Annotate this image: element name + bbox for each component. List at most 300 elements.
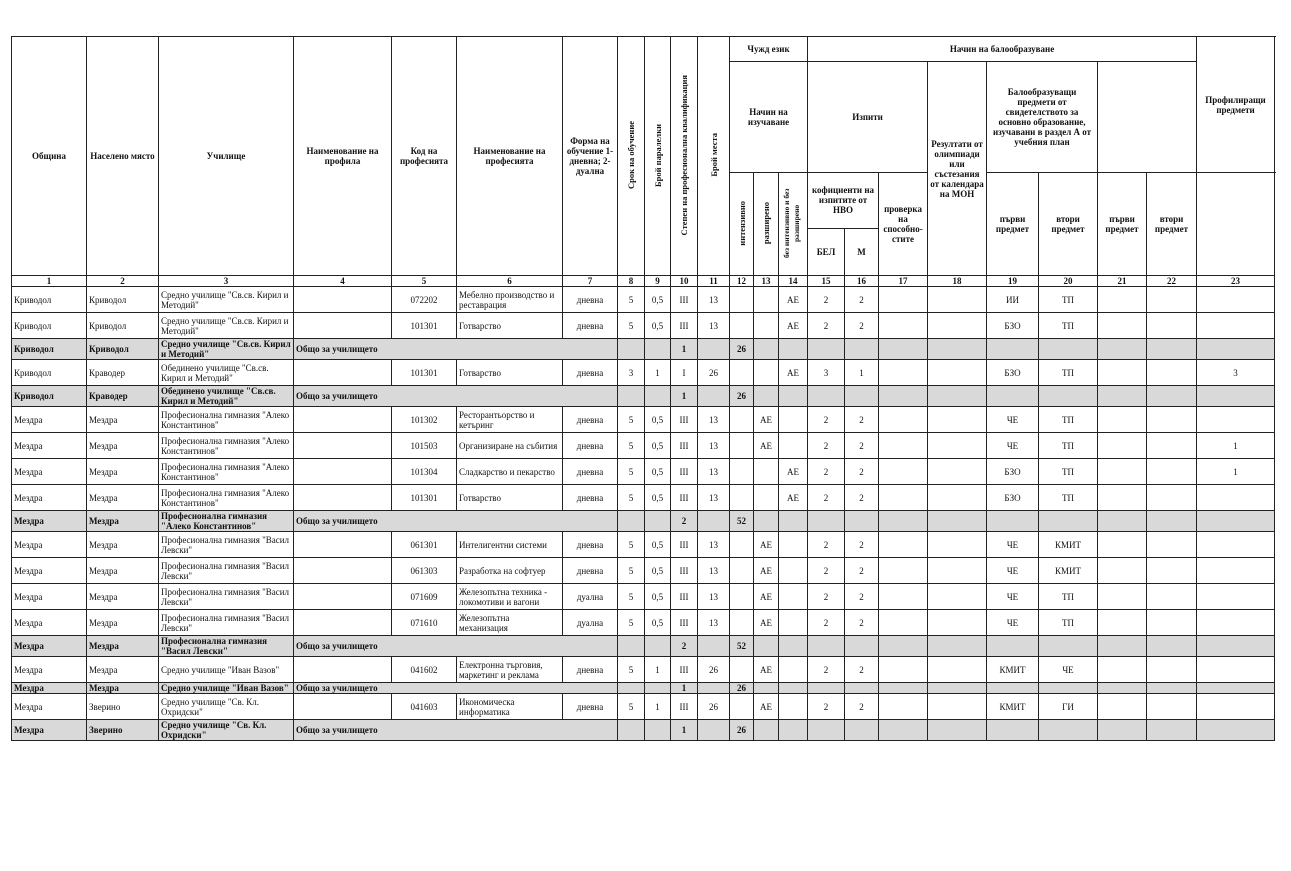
cell-col-6: Организиране на събития [457,433,563,459]
cell-col-12 [730,433,754,459]
header-profession-code: Код на професията [392,37,457,276]
cell-col-6: Железопътна техника - локомотиви и вагони [457,584,563,610]
column-number: 12 [730,276,754,287]
cell-col-10: III [671,694,698,720]
cell-col-23 [1197,610,1275,636]
cell-col-6: Интелигентни системи [457,532,563,558]
cell-col-13: АЕ [754,407,779,433]
cell-col-18 [928,657,987,683]
cell-empty [879,339,928,360]
cell-naseleno: Криводол [87,339,159,360]
cell-col-13: АЕ [754,610,779,636]
cell-col-8: 5 [618,459,645,485]
cell-col-1: Мездра [12,407,87,433]
cell-col-22 [1147,657,1197,683]
cell-col-11: 13 [698,485,730,511]
cell-col-5: 101301 [392,360,457,386]
column-number: 8 [618,276,645,287]
cell-col-18 [928,360,987,386]
table-row [12,532,1275,558]
cell-col-20: ТП [1039,584,1098,610]
cell-col-11: 13 [698,459,730,485]
cell-col-15: 2 [808,459,845,485]
cell-col-18 [928,433,987,459]
cell-col-8: 5 [618,584,645,610]
cell-obshtina: Криводол [12,386,87,407]
cell-col-9: 0,5 [645,287,671,313]
cell-col-17 [879,694,928,720]
cell-empty [618,720,645,741]
header-bel: БЕЛ [808,228,845,275]
cell-col-9: 0,5 [645,532,671,558]
cell-col-22 [1147,532,1197,558]
cell-col-15: 2 [808,407,845,433]
header-nvo-coefficients: кофициенти на изпитите от НВО [808,173,879,229]
cell-col-15: 2 [808,313,845,339]
cell-col-15: 2 [808,657,845,683]
cell-col-1: Мездра [12,532,87,558]
cell-empty [845,720,879,741]
cell-obshtina: Мездра [12,720,87,741]
header-intensive-label: интензивно [736,200,747,246]
cell-col-19: ЧЕ [987,584,1039,610]
cell-col-20: ТП [1039,433,1098,459]
table-header [12,37,1275,287]
cell-col-20: ТП [1039,459,1098,485]
cell-col-2: Мездра [87,558,159,584]
cell-col-5: 061303 [392,558,457,584]
cell-mesta: 52 [730,511,754,532]
cell-col-5: 041602 [392,657,457,683]
cell-mesta: 52 [730,636,754,657]
cell-empty [645,683,671,694]
cell-paralelki: 1 [671,683,698,694]
cell-naseleno: Мездра [87,636,159,657]
cell-col-19: ЧЕ [987,558,1039,584]
cell-col-11: 13 [698,558,730,584]
cell-empty [1039,386,1098,407]
cell-empty [928,636,987,657]
cell-empty [1147,386,1197,407]
cell-col-1: Криводол [12,360,87,386]
cell-col-8: 5 [618,407,645,433]
cell-col-5: 072202 [392,287,457,313]
cell-col-7: дуална [563,610,618,636]
cell-empty [779,636,808,657]
cell-empty [1098,339,1147,360]
cell-col-23: 1 [1197,433,1275,459]
cell-obshtina: Криводол [12,339,87,360]
cell-col-2: Краводер [87,360,159,386]
cell-col-18 [928,485,987,511]
cell-paralelki: 1 [671,339,698,360]
table-row [12,313,1275,339]
header-profile-first-subject: първи предмет [1098,173,1147,276]
cell-empty [754,339,779,360]
cell-col-19: ЧЕ [987,532,1039,558]
school-total-row [12,720,1275,741]
cell-col-7: дневна [563,532,618,558]
cell-col-17 [879,287,928,313]
cell-empty [1147,511,1197,532]
cell-col-9: 0,5 [645,459,671,485]
cell-col-5: 071609 [392,584,457,610]
cell-col-12 [730,584,754,610]
cell-col-3: Професионална гимназия "Васил Левски" [159,532,294,558]
cell-col-6: Сладкарство и пекарство [457,459,563,485]
column-number: 17 [879,276,928,287]
cell-col-13 [754,459,779,485]
cell-col-22 [1147,459,1197,485]
cell-col-6: Ресторантьорство и кетъринг [457,407,563,433]
cell-col-4 [294,433,392,459]
cell-empty [645,511,671,532]
cell-col-11: 13 [698,313,730,339]
cell-col-4 [294,584,392,610]
header-naseleno-myasto: Населено място [87,37,159,276]
cell-col-10: III [671,485,698,511]
cell-col-22 [1147,287,1197,313]
cell-col-8: 5 [618,287,645,313]
column-number: 2 [87,276,159,287]
cell-col-20: КМИТ [1039,558,1098,584]
cell-empty [1039,511,1098,532]
cell-col-9: 0,5 [645,610,671,636]
cell-col-12 [730,287,754,313]
school-total-row [12,386,1275,407]
cell-col-21 [1098,694,1147,720]
cell-empty [698,636,730,657]
cell-empty [645,339,671,360]
cell-col-14: АЕ [779,360,808,386]
cell-col-2: Мездра [87,433,159,459]
cell-col-3: Средно училище "Св.св. Кирил и Методий" [159,313,294,339]
cell-col-5: 101301 [392,313,457,339]
cell-col-20: ГИ [1039,694,1098,720]
cell-col-5: 101302 [392,407,457,433]
cell-col-10: III [671,459,698,485]
header-places-count [698,37,730,276]
admission-plan-table [11,36,1275,741]
cell-col-10: III [671,407,698,433]
cell-col-9: 0,5 [645,313,671,339]
column-number: 15 [808,276,845,287]
table-row [12,407,1275,433]
school-total-row [12,511,1275,532]
cell-col-22 [1147,610,1197,636]
cell-empty [987,511,1039,532]
header-uchilishte: Училище [159,37,294,276]
cell-col-19: БЗО [987,360,1039,386]
cell-col-7: дневна [563,657,618,683]
cell-empty [754,386,779,407]
cell-col-22 [1147,433,1197,459]
total-label: Общо за училището [294,339,618,360]
column-number: 9 [645,276,671,287]
cell-col-8: 5 [618,610,645,636]
cell-empty [1197,636,1275,657]
cell-uchilishte: Професионална гимназия "Алеко Константинов" [159,511,294,532]
cell-col-3: Средно училище "Св. Кл. Охридски" [159,694,294,720]
cell-col-23 [1197,657,1275,683]
cell-col-4 [294,459,392,485]
cell-col-14: АЕ [779,313,808,339]
cell-col-9: 0,5 [645,433,671,459]
cell-col-8: 5 [618,313,645,339]
cell-empty [987,339,1039,360]
cell-empty [779,511,808,532]
cell-empty [698,683,730,694]
cell-col-12 [730,459,754,485]
cell-empty [1197,720,1275,741]
cell-empty [879,511,928,532]
cell-naseleno: Мездра [87,511,159,532]
cell-col-6: Мебелно производство и реставрация [457,287,563,313]
cell-col-17 [879,360,928,386]
column-number: 7 [563,276,618,287]
cell-col-19: ЧЕ [987,407,1039,433]
cell-col-21 [1098,558,1147,584]
cell-empty [928,386,987,407]
cell-col-4 [294,287,392,313]
cell-col-19: ЧЕ [987,610,1039,636]
header-without [779,173,808,276]
cell-col-18 [928,459,987,485]
header-aptitude-test: проверка на способно-стите [879,173,928,276]
cell-empty [645,636,671,657]
cell-empty [808,386,845,407]
cell-col-6: Разработка на софтуер [457,558,563,584]
cell-col-17 [879,485,928,511]
cell-empty [928,339,987,360]
cell-col-13: АЕ [754,558,779,584]
cell-col-17 [879,657,928,683]
cell-col-20: ЧЕ [1039,657,1098,683]
cell-col-10: III [671,584,698,610]
cell-empty [1197,683,1275,694]
cell-col-2: Мездра [87,610,159,636]
cell-col-21 [1098,459,1147,485]
cell-col-3: Професионална гимназия "Алеко Константинов" [159,485,294,511]
cell-empty [879,720,928,741]
cell-col-2: Криводол [87,287,159,313]
cell-col-23 [1197,313,1275,339]
cell-col-6: Електронна търговия, маркетинг и реклама [457,657,563,683]
cell-empty [1098,683,1147,694]
cell-col-20: ТП [1039,287,1098,313]
cell-col-8: 5 [618,485,645,511]
cell-empty [1098,720,1147,741]
cell-col-4 [294,532,392,558]
cell-empty [618,683,645,694]
cell-col-7: дневна [563,360,618,386]
table-row [12,694,1275,720]
cell-col-17 [879,558,928,584]
cell-col-12 [730,657,754,683]
table-row [12,610,1275,636]
cell-col-15: 2 [808,558,845,584]
column-number: 4 [294,276,392,287]
cell-col-11: 13 [698,532,730,558]
cell-col-8: 5 [618,532,645,558]
header-training-form: Форма на обучение 1-дневна; 2-дуална [563,37,618,276]
total-label: Общо за училището [294,683,618,694]
school-total-row [12,636,1275,657]
cell-col-13 [754,313,779,339]
cell-empty [1147,636,1197,657]
cell-col-21 [1098,657,1147,683]
header-qualification-level [671,37,698,276]
cell-col-3: Професионална гимназия "Алеко Константинов" [159,459,294,485]
cell-col-14 [779,584,808,610]
cell-col-7: дневна [563,558,618,584]
cell-col-16: 2 [845,694,879,720]
cell-col-10: III [671,657,698,683]
cell-empty [845,339,879,360]
cell-col-16: 2 [845,433,879,459]
table-row [12,584,1275,610]
total-label: Общо за училището [294,511,618,532]
cell-col-8: 5 [618,558,645,584]
cell-col-8: 5 [618,657,645,683]
cell-col-9: 0,5 [645,558,671,584]
cell-col-5: 061301 [392,532,457,558]
cell-empty [808,720,845,741]
cell-empty [1147,339,1197,360]
header-duration [618,37,645,276]
cell-col-23 [1197,287,1275,313]
cell-empty [645,720,671,741]
cell-empty [928,511,987,532]
cell-col-8: 3 [618,360,645,386]
cell-empty [808,511,845,532]
header-first-subject: първи предмет [987,173,1039,276]
cell-empty [754,511,779,532]
cell-col-1: Мездра [12,558,87,584]
cell-empty [845,636,879,657]
column-number: 23 [1197,276,1275,287]
cell-col-1: Мездра [12,694,87,720]
cell-col-19: БЗО [987,313,1039,339]
cell-col-22 [1147,407,1197,433]
column-number: 5 [392,276,457,287]
total-label: Общо за училището [294,636,618,657]
cell-col-16: 2 [845,313,879,339]
cell-col-1: Криводол [12,287,87,313]
cell-col-14 [779,558,808,584]
cell-col-1: Мездра [12,584,87,610]
cell-col-21 [1098,433,1147,459]
cell-col-12 [730,485,754,511]
column-number: 19 [987,276,1039,287]
cell-mesta: 26 [730,339,754,360]
column-number: 21 [1098,276,1147,287]
cell-col-22 [1147,360,1197,386]
cell-col-23 [1197,694,1275,720]
cell-mesta: 26 [730,386,754,407]
cell-col-21 [1098,485,1147,511]
cell-col-17 [879,313,928,339]
table-body [12,287,1275,741]
cell-col-3: Професионална гимназия "Васил Левски" [159,558,294,584]
header-classes-count-label: Брой паралелки [652,123,663,187]
cell-col-10: III [671,287,698,313]
cell-col-3: Средно училище "Св.св. Кирил и Методий" [159,287,294,313]
cell-col-12 [730,558,754,584]
column-number: 20 [1039,276,1098,287]
cell-empty [1098,511,1147,532]
cell-col-11: 26 [698,694,730,720]
cell-col-4 [294,313,392,339]
cell-col-2: Криводол [87,313,159,339]
school-total-row [12,339,1275,360]
cell-naseleno: Мездра [87,683,159,694]
cell-paralelki: 1 [671,720,698,741]
cell-col-21 [1098,360,1147,386]
cell-empty [618,339,645,360]
cell-empty [698,720,730,741]
cell-col-5: 101304 [392,459,457,485]
cell-col-23: 3 [1197,360,1275,386]
cell-col-7: дневна [563,287,618,313]
table-row [12,657,1275,683]
cell-col-20: ТП [1039,407,1098,433]
cell-col-20: ТП [1039,610,1098,636]
cell-col-3: Средно училище "Иван Вазов" [159,657,294,683]
cell-col-18 [928,610,987,636]
cell-empty [779,386,808,407]
header-second-subject: втори предмет [1039,173,1098,276]
cell-uchilishte: Обединено училище "Св.св. Кирил и Методий" [159,386,294,407]
cell-col-14 [779,694,808,720]
cell-col-16: 2 [845,558,879,584]
cell-col-21 [1098,610,1147,636]
cell-col-5: 101301 [392,485,457,511]
cell-empty [754,720,779,741]
cell-col-2: Мездра [87,407,159,433]
cell-col-23 [1197,532,1275,558]
cell-col-23 [1197,584,1275,610]
table-row [12,459,1275,485]
cell-obshtina: Мездра [12,636,87,657]
cell-col-15: 2 [808,584,845,610]
cell-col-10: III [671,433,698,459]
cell-empty [808,683,845,694]
cell-mesta: 26 [730,720,754,741]
cell-col-1: Мездра [12,459,87,485]
cell-col-19: БЗО [987,485,1039,511]
cell-col-16: 2 [845,459,879,485]
cell-col-1: Мездра [12,433,87,459]
cell-naseleno: Краводер [87,386,159,407]
cell-col-20: ТП [1039,360,1098,386]
cell-col-9: 1 [645,360,671,386]
cell-col-19: БЗО [987,459,1039,485]
cell-col-9: 0,5 [645,485,671,511]
cell-col-4 [294,694,392,720]
column-number: 10 [671,276,698,287]
cell-uchilishte: Средно училище "Иван Вазов" [159,683,294,694]
cell-col-6: Готварство [457,485,563,511]
cell-col-12 [730,407,754,433]
cell-empty [754,636,779,657]
cell-col-19: КМИТ [987,657,1039,683]
header-scoring-method: Начин на балообразуване [808,37,1197,62]
cell-col-12 [730,532,754,558]
cell-col-11: 13 [698,584,730,610]
cell-empty [928,683,987,694]
cell-col-2: Зверино [87,694,159,720]
